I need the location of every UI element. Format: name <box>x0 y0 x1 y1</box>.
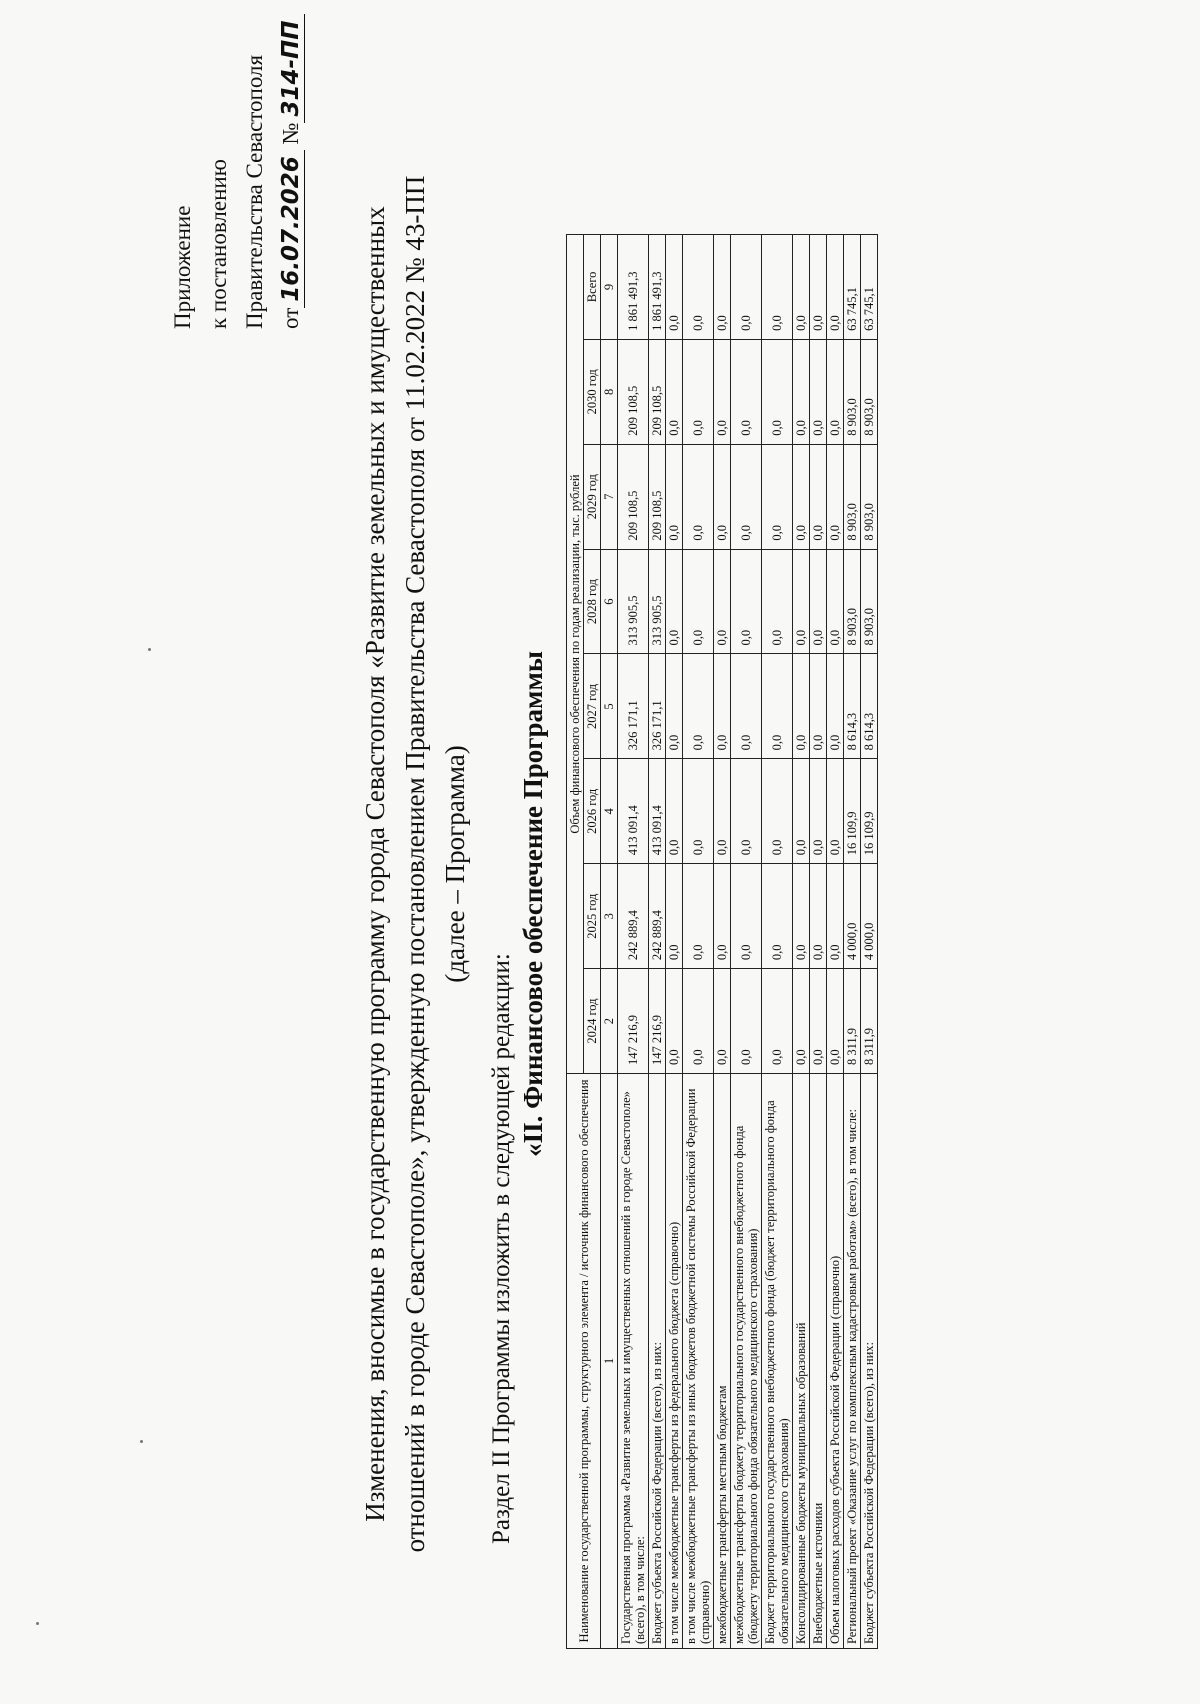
value-cell: 8 903,0 <box>844 549 861 654</box>
value-cell: 0,0 <box>810 235 827 340</box>
value-cell: 0,0 <box>827 654 844 759</box>
section-title: «II. Финансовое обеспечение Программы <box>518 651 548 1157</box>
row-name-cell: в том числе межбюджетные трансферты из иных бюджетов бюджетной системы Российской Федерации (справочно) <box>683 1074 714 1649</box>
value-cell: 147 216,9 <box>649 969 666 1074</box>
row-name-cell: Бюджет субъекта Российской Федерации (всего), из них: <box>649 1074 666 1649</box>
value-cell: 0,0 <box>666 444 683 549</box>
value-cell: 0,0 <box>793 444 810 549</box>
value-cell: 0,0 <box>762 235 793 340</box>
value-cell: 0,0 <box>731 864 762 969</box>
column-number: 4 <box>601 759 618 864</box>
table-row <box>861 235 878 1649</box>
table-row <box>827 235 844 1649</box>
appendix-line: к постановлению <box>206 159 231 329</box>
year-column-header: 2026 год <box>584 759 601 864</box>
table-row <box>810 235 827 1649</box>
value-cell: 0,0 <box>762 864 793 969</box>
handwritten-date: 16.07.2026 <box>278 150 305 308</box>
value-cell: 0,0 <box>683 654 714 759</box>
value-cell: 0,0 <box>762 339 793 444</box>
value-cell: 0,0 <box>666 654 683 759</box>
name-column-header: Наименование государственной программы, структурного элемента / источник финансового обеспечения <box>567 1074 601 1649</box>
value-cell: 1 861 491,3 <box>649 235 666 340</box>
value-cell: 0,0 <box>827 864 844 969</box>
value-cell: 0,0 <box>827 549 844 654</box>
value-cell: 0,0 <box>793 969 810 1074</box>
value-cell: 0,0 <box>793 759 810 864</box>
value-cell: 0,0 <box>827 444 844 549</box>
appendix-line: Приложение <box>170 205 195 329</box>
year-column-header: 2030 год <box>584 339 601 444</box>
value-cell: 0,0 <box>714 654 731 759</box>
value-cell: 0,0 <box>731 759 762 864</box>
value-cell: 0,0 <box>731 339 762 444</box>
value-cell: 0,0 <box>810 444 827 549</box>
value-cell: 63 745,1 <box>844 235 861 340</box>
column-number: 9 <box>601 235 618 340</box>
handwritten-number: 314-ПП <box>278 14 305 122</box>
row-name-cell: Бюджет субъекта Российской Федерации (всего), из них: <box>861 1074 878 1649</box>
year-column-header: 2024 год <box>584 969 601 1074</box>
value-cell: 313 905,5 <box>618 549 649 654</box>
year-column-header: 2029 год <box>584 444 601 549</box>
row-name-cell: Бюджет территориального государственного внебюджетного фонда (бюджет территориального фонда обязательного медицинского страхования) <box>762 1074 793 1649</box>
value-cell: 4 000,0 <box>861 864 878 969</box>
table-row <box>649 235 666 1649</box>
title-line: отношений в городе Севастополе», утвержденную постановлением Правительства Севастополя от 11.02.2022 № 43-ПП <box>400 175 430 1553</box>
value-cell: 209 108,5 <box>618 339 649 444</box>
value-cell: 0,0 <box>666 235 683 340</box>
value-cell: 4 000,0 <box>844 864 861 969</box>
value-cell: 0,0 <box>793 864 810 969</box>
column-number: 6 <box>601 549 618 654</box>
value-cell: 0,0 <box>714 864 731 969</box>
appendix-line: Правительства Севастополя <box>242 54 267 329</box>
year-column-header: 2028 год <box>584 549 601 654</box>
year-column-header: Всего <box>584 235 601 340</box>
value-cell: 8 311,9 <box>844 969 861 1074</box>
value-cell: 0,0 <box>810 339 827 444</box>
value-cell: 0,0 <box>714 339 731 444</box>
value-cell: 0,0 <box>810 759 827 864</box>
value-cell: 0,0 <box>683 969 714 1074</box>
value-cell: 0,0 <box>683 444 714 549</box>
value-cell: 0,0 <box>714 549 731 654</box>
value-cell: 0,0 <box>714 969 731 1074</box>
value-cell: 0,0 <box>683 235 714 340</box>
value-cell: 16 109,9 <box>844 759 861 864</box>
value-cell: 0,0 <box>731 969 762 1074</box>
scan-speck <box>148 648 151 651</box>
value-cell: 0,0 <box>666 969 683 1074</box>
column-number: 3 <box>601 864 618 969</box>
scan-speck <box>36 1622 39 1625</box>
value-cell: 0,0 <box>762 654 793 759</box>
value-cell: 0,0 <box>810 654 827 759</box>
value-cell: 0,0 <box>714 759 731 864</box>
value-cell: 0,0 <box>762 549 793 654</box>
value-cell: 8 903,0 <box>844 339 861 444</box>
value-cell: 0,0 <box>810 864 827 969</box>
value-cell: 0,0 <box>731 235 762 340</box>
scan-speck <box>140 1440 143 1443</box>
row-name-cell: Консолидированные бюджеты муниципальных образований <box>793 1074 810 1649</box>
value-cell: 0,0 <box>666 759 683 864</box>
value-cell: 209 108,5 <box>649 444 666 549</box>
value-cell: 0,0 <box>666 339 683 444</box>
value-cell: 0,0 <box>762 444 793 549</box>
value-cell: 0,0 <box>666 864 683 969</box>
value-cell: 0,0 <box>793 339 810 444</box>
title-line: (далее – Программа) <box>440 745 470 983</box>
value-cell: 413 091,4 <box>649 759 666 864</box>
value-cell: 413 091,4 <box>618 759 649 864</box>
table-row <box>762 235 793 1649</box>
value-cell: 0,0 <box>714 444 731 549</box>
value-cell: 0,0 <box>762 969 793 1074</box>
value-cell: 16 109,9 <box>861 759 878 864</box>
financing-table <box>566 234 878 1649</box>
value-cell: 8 311,9 <box>861 969 878 1074</box>
column-number: 2 <box>601 969 618 1074</box>
column-number-row <box>601 235 618 1649</box>
value-cell: 8 614,3 <box>844 654 861 759</box>
value-cell: 8 903,0 <box>844 444 861 549</box>
row-name-cell: межбюджетные трансферты местным бюджетам <box>714 1074 731 1649</box>
table-row <box>844 235 861 1649</box>
row-name-cell: межбюджетные трансферты бюджету территориального государственного внебюджетного фонда (бюджету территориального фонда обязательного медицинского страхования) <box>731 1074 762 1649</box>
value-cell: 0,0 <box>731 654 762 759</box>
value-cell: 0,0 <box>793 549 810 654</box>
value-cell: 0,0 <box>683 759 714 864</box>
value-cell: 242 889,4 <box>618 864 649 969</box>
value-cell: 0,0 <box>683 549 714 654</box>
document-title <box>355 164 475 1564</box>
value-cell: 8 903,0 <box>861 549 878 654</box>
value-cell: 0,0 <box>827 339 844 444</box>
row-name-cell: Региональный проект «Оказание услуг по комплексным кадастровым работам» (всего), в том числе: <box>844 1074 861 1649</box>
value-cell: 326 171,1 <box>618 654 649 759</box>
value-cell: 8 903,0 <box>861 444 878 549</box>
number-prefix: № <box>278 122 303 145</box>
value-cell: 147 216,9 <box>618 969 649 1074</box>
table-row <box>666 235 683 1649</box>
value-cell: 209 108,5 <box>649 339 666 444</box>
table-row <box>714 235 731 1649</box>
value-cell: 0,0 <box>810 549 827 654</box>
table-header-row <box>567 235 584 1649</box>
value-cell: 0,0 <box>793 235 810 340</box>
appendix-block <box>165 0 309 329</box>
row-name-cell: в том числе межбюджетные трансферты из федерального бюджета (справочно) <box>666 1074 683 1649</box>
value-cell: 326 171,1 <box>649 654 666 759</box>
section-intro: Раздел II Программы изложить в следующей редакции: <box>488 953 515 1544</box>
value-cell: 0,0 <box>683 339 714 444</box>
column-number: 8 <box>601 339 618 444</box>
column-number: 7 <box>601 444 618 549</box>
table-row <box>793 235 810 1649</box>
value-cell: 0,0 <box>827 969 844 1074</box>
value-cell: 0,0 <box>666 549 683 654</box>
column-number: 1 <box>601 1074 618 1649</box>
column-number: 5 <box>601 654 618 759</box>
value-cell: 313 905,5 <box>649 549 666 654</box>
value-cell: 0,0 <box>714 235 731 340</box>
date-prefix: от <box>278 307 303 329</box>
volume-header: Объем финансового обеспечения по годам реализации, тыс. рублей <box>567 235 584 1074</box>
year-column-header: 2025 год <box>584 864 601 969</box>
value-cell: 63 745,1 <box>861 235 878 340</box>
value-cell: 8 903,0 <box>861 339 878 444</box>
value-cell: 0,0 <box>827 235 844 340</box>
value-cell: 0,0 <box>810 969 827 1074</box>
value-cell: 0,0 <box>827 759 844 864</box>
table-row <box>683 235 714 1649</box>
row-name-cell: Объем налоговых расходов субъекта Российской Федерации (справочно) <box>827 1074 844 1649</box>
value-cell: 1 861 491,3 <box>618 235 649 340</box>
year-column-header: 2027 год <box>584 654 601 759</box>
value-cell: 0,0 <box>731 549 762 654</box>
value-cell: 209 108,5 <box>618 444 649 549</box>
title-line: Изменения, вносимые в государственную программу города Севастополя «Развитие земельных и имущественных <box>360 206 390 1522</box>
value-cell: 0,0 <box>762 759 793 864</box>
row-name-cell: Внебюджетные источники <box>810 1074 827 1649</box>
appendix-date-line <box>273 0 309 329</box>
value-cell: 8 614,3 <box>861 654 878 759</box>
value-cell: 0,0 <box>793 654 810 759</box>
table-row <box>731 235 762 1649</box>
value-cell: 0,0 <box>731 444 762 549</box>
value-cell: 0,0 <box>683 864 714 969</box>
row-name-cell: Государственная программа «Развитие земельных и имущественных отношений в городе Севастополе» (всего), в том числе: <box>618 1074 649 1649</box>
value-cell: 242 889,4 <box>649 864 666 969</box>
table-row <box>618 235 649 1649</box>
